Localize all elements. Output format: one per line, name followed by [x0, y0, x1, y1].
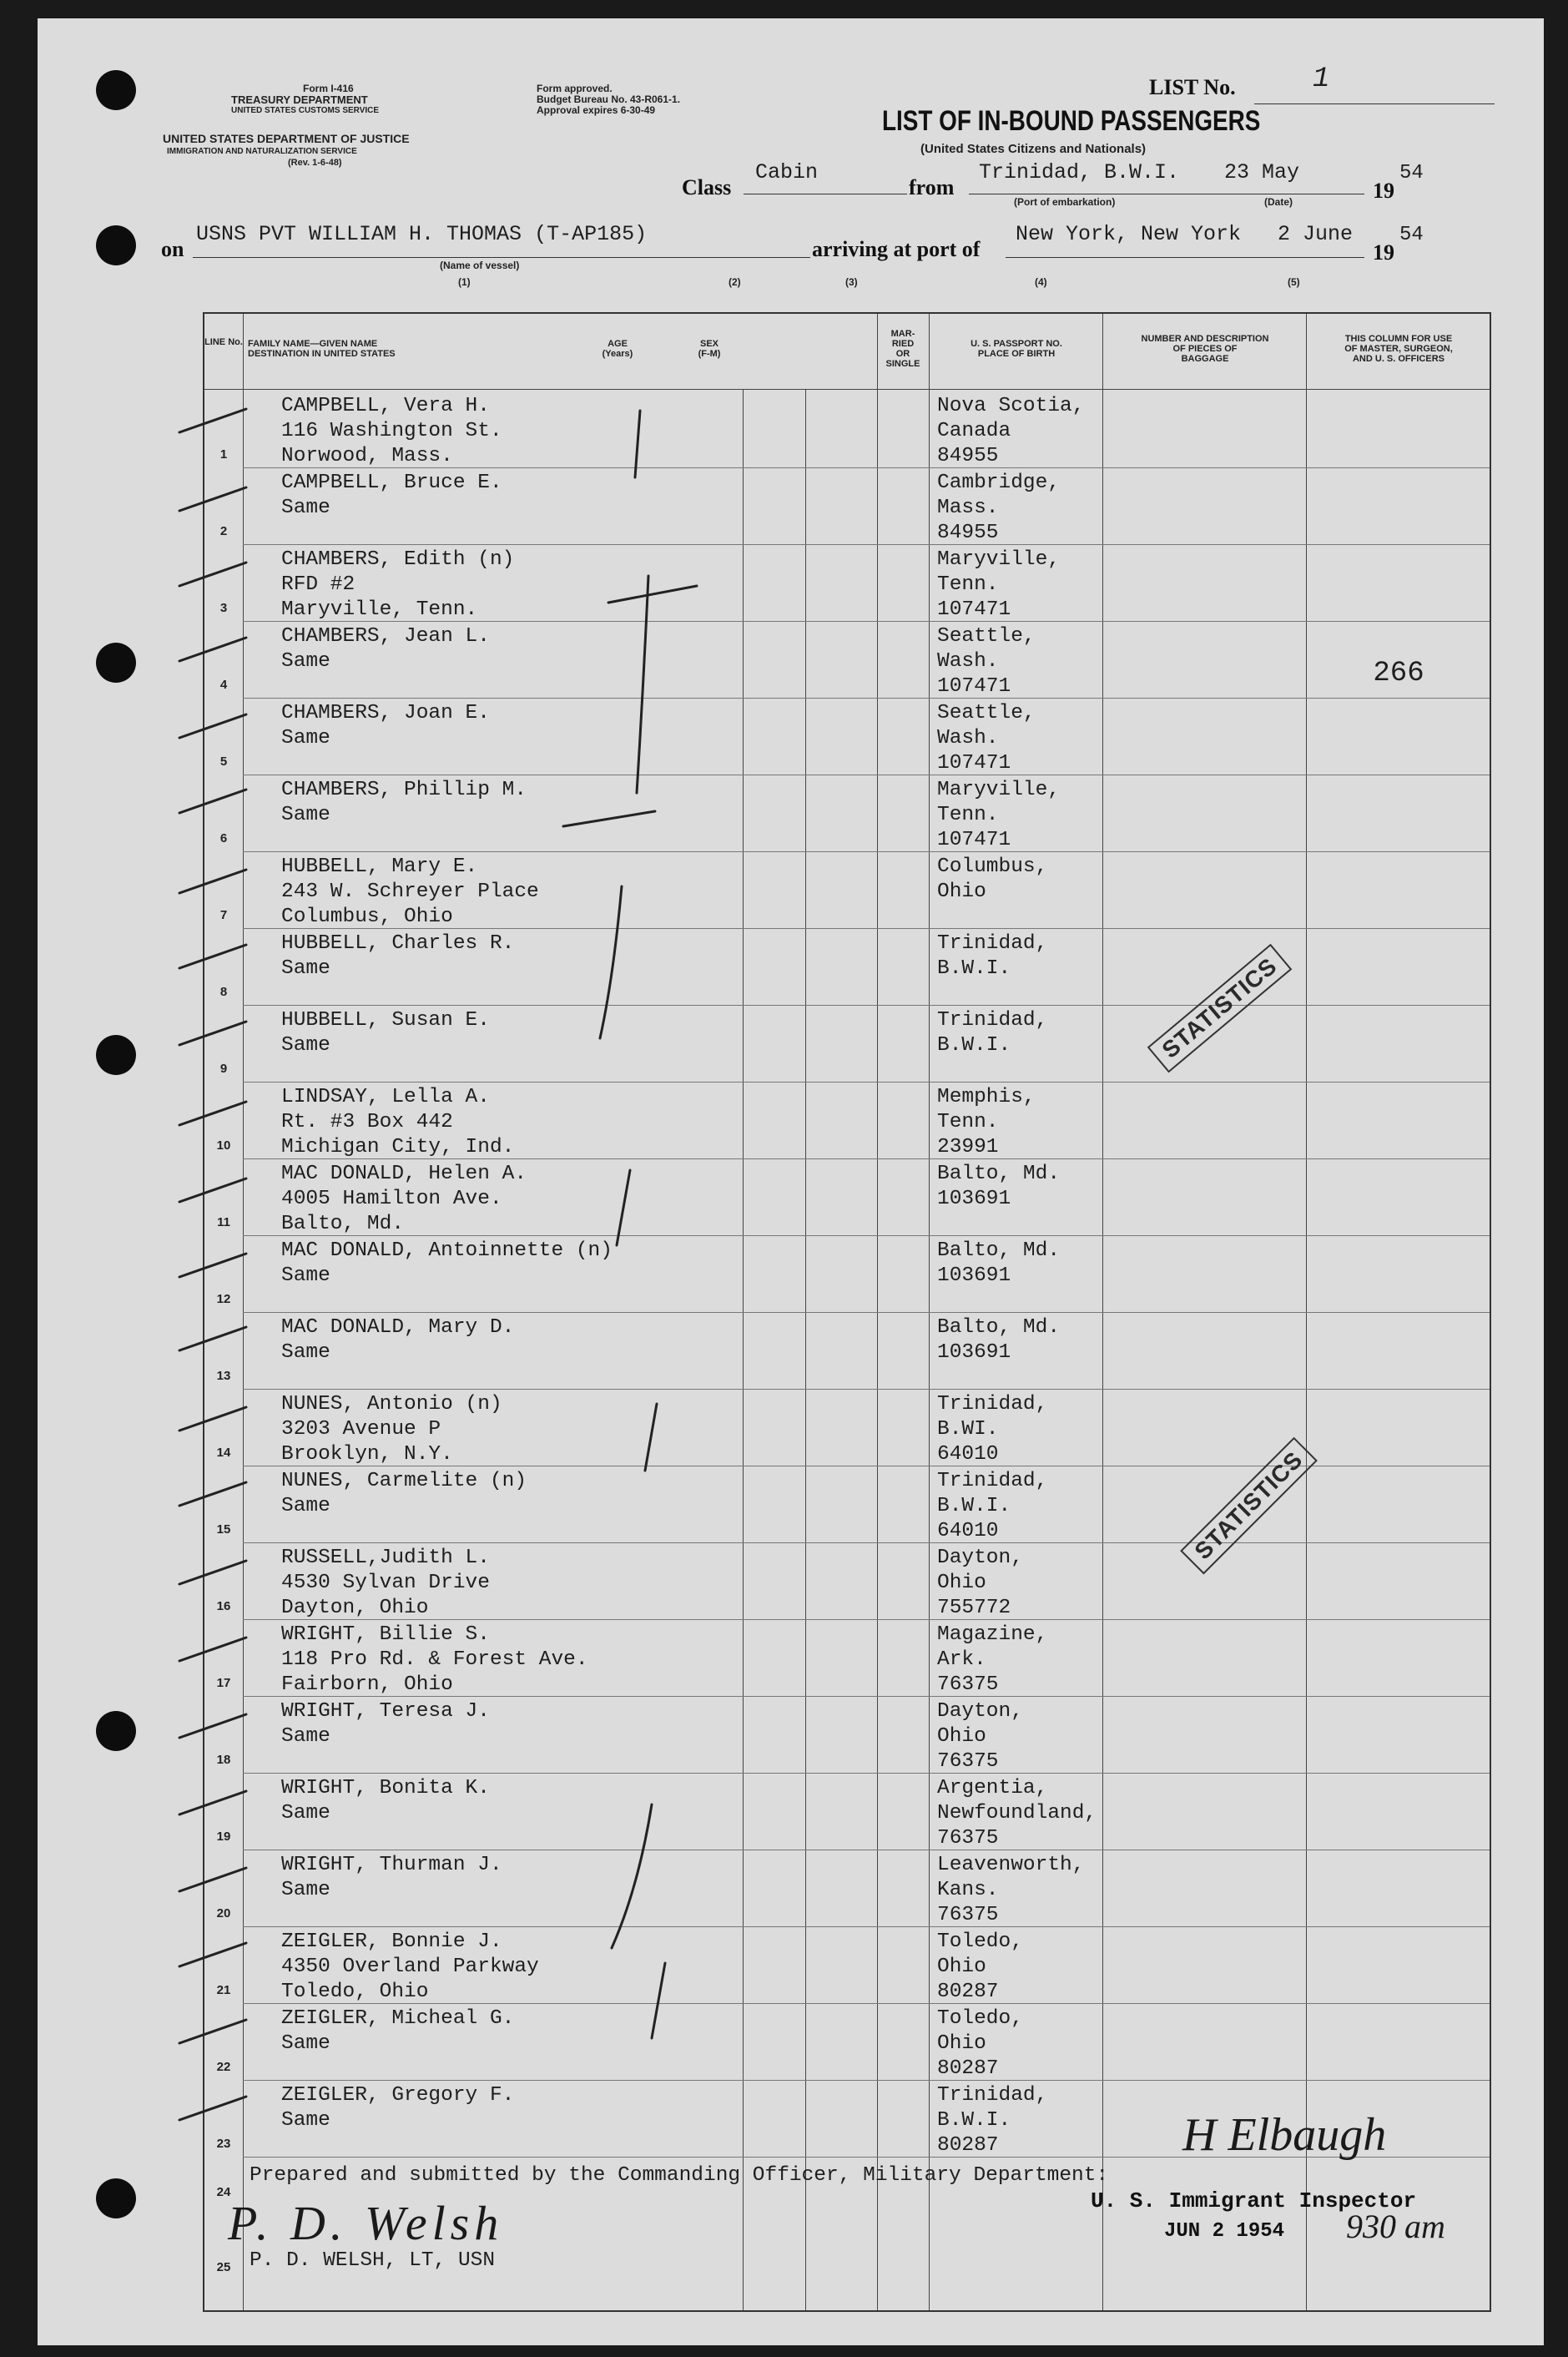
row-divider — [243, 698, 1490, 699]
officer-name: P. D. WELSH, LT, USN — [250, 2249, 496, 2272]
passenger-name: WRIGHT, Teresa J. — [281, 1700, 490, 1723]
passenger-name: HUBBELL, Susan E. — [281, 1009, 490, 1032]
passenger-name: CHAMBERS, Jean L. — [281, 625, 490, 648]
line-number: 2 — [219, 524, 228, 538]
row-divider — [243, 1082, 1490, 1083]
inspector-title: U. S. Immigrant Inspector — [1091, 2188, 1417, 2213]
row-divider — [243, 467, 1490, 468]
form-number: Form I-416 — [303, 83, 354, 94]
destination-line-1: 243 W. Schreyer Place — [281, 881, 539, 903]
destination-line-1: Same — [281, 804, 330, 826]
passenger-name: ZEIGLER, Gregory F. — [281, 2084, 515, 2107]
destination-line-2: Norwood, Mass. — [281, 445, 453, 467]
passport-number: 76375 — [937, 1904, 999, 1926]
inspection-date-stamp: JUN 2 1954 — [1164, 2220, 1285, 2243]
passenger-name: CAMPBELL, Bruce E. — [281, 472, 502, 494]
line-number: 3 — [219, 601, 228, 615]
birthplace-line-2: Wash. — [937, 727, 999, 749]
passenger-name: NUNES, Carmelite (n) — [281, 1470, 527, 1492]
birthplace-line-2: Ohio — [937, 881, 986, 903]
row-divider — [243, 544, 1490, 545]
line-number: 5 — [219, 755, 228, 769]
row-divider — [243, 2003, 1490, 2004]
passport-number: 107471 — [937, 675, 1011, 698]
birthplace-line-1: Seattle, — [937, 702, 1036, 724]
birthplace-line-1: Trinidad, — [937, 1393, 1048, 1416]
row-divider — [243, 1926, 1490, 1927]
destination-line-2: Dayton, Ohio — [281, 1597, 429, 1619]
row-divider — [243, 1389, 1490, 1390]
passport-number: 84955 — [937, 445, 999, 467]
binder-hole — [96, 2178, 136, 2218]
col-num-4: (4) — [1035, 276, 1047, 288]
birthplace-line-2: B.W.I. — [937, 957, 1011, 980]
line-number: 12 — [216, 1292, 231, 1306]
birthplace-line-1: Balto, Md. — [937, 1239, 1061, 1262]
passenger-name: WRIGHT, Bonita K. — [281, 1777, 490, 1799]
class-label: Class — [682, 175, 732, 199]
row-divider — [243, 2080, 1490, 2081]
passenger-name: NUNES, Antonio (n) — [281, 1393, 502, 1416]
page-subtitle: (United States Citizens and Nationals) — [920, 142, 1147, 156]
line-number: 8 — [219, 985, 228, 999]
port-caption: (Port of embarkation) — [1014, 196, 1116, 208]
customs-service: UNITED STATES CUSTOMS SERVICE — [231, 106, 380, 115]
birthplace-line-2: Tenn. — [937, 1111, 999, 1133]
line-number: 13 — [216, 1369, 231, 1383]
year-prefix: 19 — [1373, 179, 1394, 203]
birthplace-line-1: Maryville, — [937, 779, 1061, 801]
row-divider — [243, 851, 1490, 852]
justice-dept: UNITED STATES DEPARTMENT OF JUSTICE — [163, 132, 410, 145]
birthplace-line-1: Trinidad, — [937, 1009, 1048, 1032]
birthplace-line-1: Balto, Md. — [937, 1316, 1061, 1339]
line-number: 20 — [216, 1906, 231, 1920]
destination-line-1: Same — [281, 1879, 330, 1901]
passenger-name: ZEIGLER, Bonnie J. — [281, 1931, 502, 1953]
treasury-dept: TREASURY DEPARTMENT — [231, 93, 368, 106]
birthplace-line-2: Wash. — [937, 650, 999, 673]
line-number: 23 — [216, 2137, 231, 2151]
passport-number: 80287 — [937, 2057, 999, 2080]
embark-date: 23 May — [1224, 160, 1300, 184]
col-header-line-no: LINE No. — [204, 337, 243, 347]
immigration-service: IMMIGRATION AND NATURALIZATION SERVICE — [167, 147, 357, 156]
col-header-age: AGE (Years) — [602, 339, 633, 359]
approval-expires: Approval expires 6-30-49 — [537, 104, 656, 116]
binder-hole — [96, 643, 136, 683]
embark-year: 54 — [1399, 162, 1424, 184]
prepared-statement: Prepared and submitted by the Commanding Officer, Military Department: — [250, 2164, 1109, 2187]
line-number: 11 — [217, 1215, 230, 1229]
binder-hole — [96, 1711, 136, 1751]
line-number: 4 — [219, 678, 228, 692]
passport-number: 64010 — [937, 1520, 999, 1542]
passenger-name: HUBBELL, Mary E. — [281, 855, 478, 878]
birthplace-line-1: Seattle, — [937, 625, 1036, 648]
passenger-name: CHAMBERS, Joan E. — [281, 702, 490, 724]
row-divider — [243, 621, 1490, 622]
statistics-stamp: STATISTICS — [1180, 1437, 1318, 1575]
passenger-name: RUSSELL,Judith L. — [281, 1547, 490, 1569]
passport-number: 80287 — [937, 2134, 999, 2157]
passport-number: 107471 — [937, 752, 1011, 775]
passenger-name: CAMPBELL, Vera H. — [281, 395, 490, 417]
birthplace-line-1: Balto, Md. — [937, 1163, 1061, 1185]
destination-line-1: Same — [281, 1264, 330, 1287]
birthplace-line-1: Memphis, — [937, 1086, 1036, 1108]
destination-line-1: Same — [281, 1802, 330, 1825]
line-number: 7 — [219, 908, 228, 922]
passport-number: 76375 — [937, 1750, 999, 1773]
passenger-name: MAC DONALD, Antoinnette (n) — [281, 1239, 613, 1262]
form-approved: Form approved. — [537, 83, 613, 94]
passenger-name: MAC DONALD, Helen A. — [281, 1163, 527, 1185]
birthplace-line-2: B.W.I. — [937, 2109, 1011, 2132]
line-number: 19 — [216, 1830, 231, 1844]
binder-hole — [96, 1035, 136, 1075]
birthplace-line-1: Maryville, — [937, 548, 1061, 571]
destination-line-1: 118 Pro Rd. & Forest Ave. — [281, 1648, 588, 1671]
destination-line-1: Same — [281, 1725, 330, 1748]
birthplace-line-2: Tenn. — [937, 573, 999, 596]
birthplace-line-1: Dayton, — [937, 1547, 1023, 1569]
passenger-name: WRIGHT, Billie S. — [281, 1623, 490, 1646]
birthplace-line-1: Toledo, — [937, 2007, 1023, 2030]
birthplace-line-1: Argentia, — [937, 1777, 1048, 1799]
line-number: 21 — [216, 1983, 231, 1997]
port-embarkation: Trinidad, B.W.I. — [979, 160, 1180, 184]
birthplace-line-2: Newfoundland, — [937, 1802, 1097, 1825]
birthplace-line-2: Tenn. — [937, 804, 999, 826]
binder-hole — [96, 225, 136, 265]
birthplace-line-2: 103691 — [937, 1188, 1011, 1210]
passenger-name: MAC DONALD, Mary D. — [281, 1316, 515, 1339]
time-note: 930 am — [1346, 2208, 1445, 2245]
destination-line-2: Balto, Md. — [281, 1213, 405, 1235]
destination-line-2: Columbus, Ohio — [281, 906, 453, 928]
destination-line-1: 4350 Overland Parkway — [281, 1956, 539, 1978]
birthplace-line-2: Ark. — [937, 1648, 986, 1671]
destination-line-1: 4530 Sylvan Drive — [281, 1572, 490, 1594]
destination-line-1: 4005 Hamilton Ave. — [281, 1188, 502, 1210]
destination-line-2: Michigan City, Ind. — [281, 1136, 515, 1158]
passenger-table — [203, 312, 1491, 2312]
line-number: 1 — [219, 447, 228, 462]
birthplace-line-2: Ohio — [937, 2032, 986, 2055]
vessel-caption: (Name of vessel) — [440, 260, 520, 271]
arrival-line — [1006, 257, 1364, 258]
welsh-signature: P. D. Welsh — [228, 2196, 504, 2250]
destination-line-1: Same — [281, 1341, 330, 1364]
page-title: LIST OF IN-BOUND PASSENGERS — [882, 105, 1261, 137]
col-header-married: MAR- RIED OR SINGLE — [885, 329, 920, 369]
line-number: 15 — [216, 1522, 231, 1537]
row-divider — [243, 1619, 1490, 1620]
line-number: 25 — [216, 2260, 231, 2274]
line-number: 6 — [219, 831, 228, 845]
birthplace-line-1: Trinidad, — [937, 932, 1048, 955]
destination-line-1: 3203 Avenue P — [281, 1418, 441, 1441]
passenger-name: ZEIGLER, Micheal G. — [281, 2007, 515, 2030]
destination-line-1: Same — [281, 727, 330, 749]
list-no-label: LIST No. — [1149, 75, 1236, 99]
destination-line-1: Same — [281, 2109, 330, 2132]
vessel-name: USNS PVT WILLIAM H. THOMAS (T-AP185) — [196, 222, 648, 246]
on-label: on — [161, 237, 184, 261]
destination-line-2: Fairborn, Ohio — [281, 1673, 453, 1696]
birthplace-line-2: B.W.I. — [937, 1034, 1011, 1057]
row-divider — [243, 1158, 1490, 1159]
row-divider — [243, 1773, 1490, 1774]
statistics-stamp: STATISTICS — [1147, 944, 1293, 1073]
arrival-year: 54 — [1399, 224, 1424, 246]
passport-number: 76375 — [937, 1673, 999, 1696]
line-number: 9 — [219, 1062, 228, 1076]
col-num-3: (3) — [845, 276, 858, 288]
col-num-5: (5) — [1288, 276, 1300, 288]
line-number: 17 — [216, 1676, 231, 1690]
class-value: Cabin — [755, 160, 819, 184]
destination-line-1: 116 Washington St. — [281, 420, 502, 442]
passenger-name: CHAMBERS, Edith (n) — [281, 548, 515, 571]
passenger-name: HUBBELL, Charles R. — [281, 932, 515, 955]
birthplace-line-2: 103691 — [937, 1264, 1011, 1287]
destination-line-2: Brooklyn, N.Y. — [281, 1443, 453, 1466]
row-divider — [243, 928, 1490, 929]
row-divider — [243, 1542, 1490, 1543]
col-num-2: (2) — [729, 276, 741, 288]
birthplace-line-1: Columbus, — [937, 855, 1048, 878]
destination-line-1: Same — [281, 497, 330, 519]
birthplace-line-1: Trinidad, — [937, 2084, 1048, 2107]
list-no-value: 1 — [1313, 63, 1330, 95]
birthplace-line-1: Nova Scotia, — [937, 395, 1085, 417]
date-caption: (Date) — [1264, 196, 1293, 208]
col-num-1: (1) — [458, 276, 471, 288]
row-divider — [243, 1005, 1490, 1006]
birthplace-line-1: Dayton, — [937, 1700, 1023, 1723]
birthplace-line-1: Cambridge, — [937, 472, 1061, 494]
passport-number: 80287 — [937, 1981, 999, 2003]
birthplace-line-2: B.W.I. — [937, 1495, 1011, 1517]
arriving-label: arriving at port of — [812, 237, 981, 261]
passport-number: 76375 — [937, 1827, 999, 1850]
destination-line-1: Same — [281, 650, 330, 673]
line-number: 16 — [216, 1599, 231, 1613]
birthplace-line-2: Ohio — [937, 1572, 986, 1594]
destination-line-2: Toledo, Ohio — [281, 1981, 429, 2003]
birthplace-line-1: Leavenworth, — [937, 1854, 1085, 1876]
manifest-page — [38, 18, 1544, 2345]
destination-line-2: Maryville, Tenn. — [281, 598, 478, 621]
revision: (Rev. 1-6-48) — [288, 158, 342, 168]
line-number: 10 — [216, 1138, 231, 1153]
from-label: from — [909, 175, 955, 199]
vessel-line — [193, 257, 810, 258]
birthplace-line-2: Kans. — [937, 1879, 999, 1901]
birthplace-line-2: Ohio — [937, 1956, 986, 1978]
line-number: 24 — [216, 2185, 231, 2199]
arrival-year-prefix: 19 — [1373, 240, 1394, 265]
line-number: 14 — [216, 1446, 231, 1460]
row-divider — [243, 1235, 1490, 1236]
row-divider — [243, 1312, 1490, 1313]
birthplace-line-1: Toledo, — [937, 1931, 1023, 1953]
passport-number: 755772 — [937, 1597, 1011, 1619]
destination-line-1: Same — [281, 2032, 330, 2055]
birthplace-line-1: Magazine, — [937, 1623, 1048, 1646]
birthplace-line-1: Trinidad, — [937, 1470, 1048, 1492]
budget-bureau: Budget Bureau No. 43-R061-1. — [537, 93, 681, 105]
list-no-line — [1254, 103, 1495, 104]
destination-line-1: Rt. #3 Box 442 — [281, 1111, 453, 1133]
col-header-name: FAMILY NAME—GIVEN NAME DESTINATION IN UNITED STATES — [248, 339, 396, 359]
destination-line-1: RFD #2 — [281, 573, 355, 596]
destination-line-1: Same — [281, 1034, 330, 1057]
passenger-name: CHAMBERS, Phillip M. — [281, 779, 527, 801]
arrival-port: New York, New York — [1016, 222, 1242, 246]
line-number: 18 — [216, 1753, 231, 1767]
col-header-baggage: NUMBER AND DESCRIPTION OF PIECES OF BAGGAGE — [1141, 334, 1269, 364]
passport-number: 107471 — [937, 598, 1011, 621]
inspector-signature: H Elbaugh — [1182, 2109, 1387, 2161]
destination-line-1: Same — [281, 1495, 330, 1517]
binder-hole — [96, 70, 136, 110]
arrival-date: 2 June — [1278, 222, 1354, 246]
col-header-passport: U. S. PASSPORT NO. PLACE OF BIRTH — [971, 339, 1062, 359]
officer-note: 266 — [1373, 658, 1424, 689]
line-number: 22 — [216, 2060, 231, 2074]
passport-number: 64010 — [937, 1443, 999, 1466]
passport-number: 107471 — [937, 829, 1011, 851]
birthplace-line-2: B.WI. — [937, 1418, 999, 1441]
passenger-name: WRIGHT, Thurman J. — [281, 1854, 502, 1876]
birthplace-line-2: Mass. — [937, 497, 999, 519]
passenger-name: LINDSAY, Lella A. — [281, 1086, 490, 1108]
birthplace-line-2: 103691 — [937, 1341, 1011, 1364]
destination-line-1: Same — [281, 957, 330, 980]
row-divider — [243, 1696, 1490, 1697]
col-header-sex: SEX (F-M) — [698, 339, 721, 359]
passport-number: 84955 — [937, 522, 999, 544]
birthplace-line-2: Canada — [937, 420, 1011, 442]
col-header-officers: THIS COLUMN FOR USE OF MASTER, SURGEON, AND U. S. OFFICERS — [1344, 334, 1453, 364]
passport-number: 23991 — [937, 1136, 999, 1158]
birthplace-line-2: Ohio — [937, 1725, 986, 1748]
